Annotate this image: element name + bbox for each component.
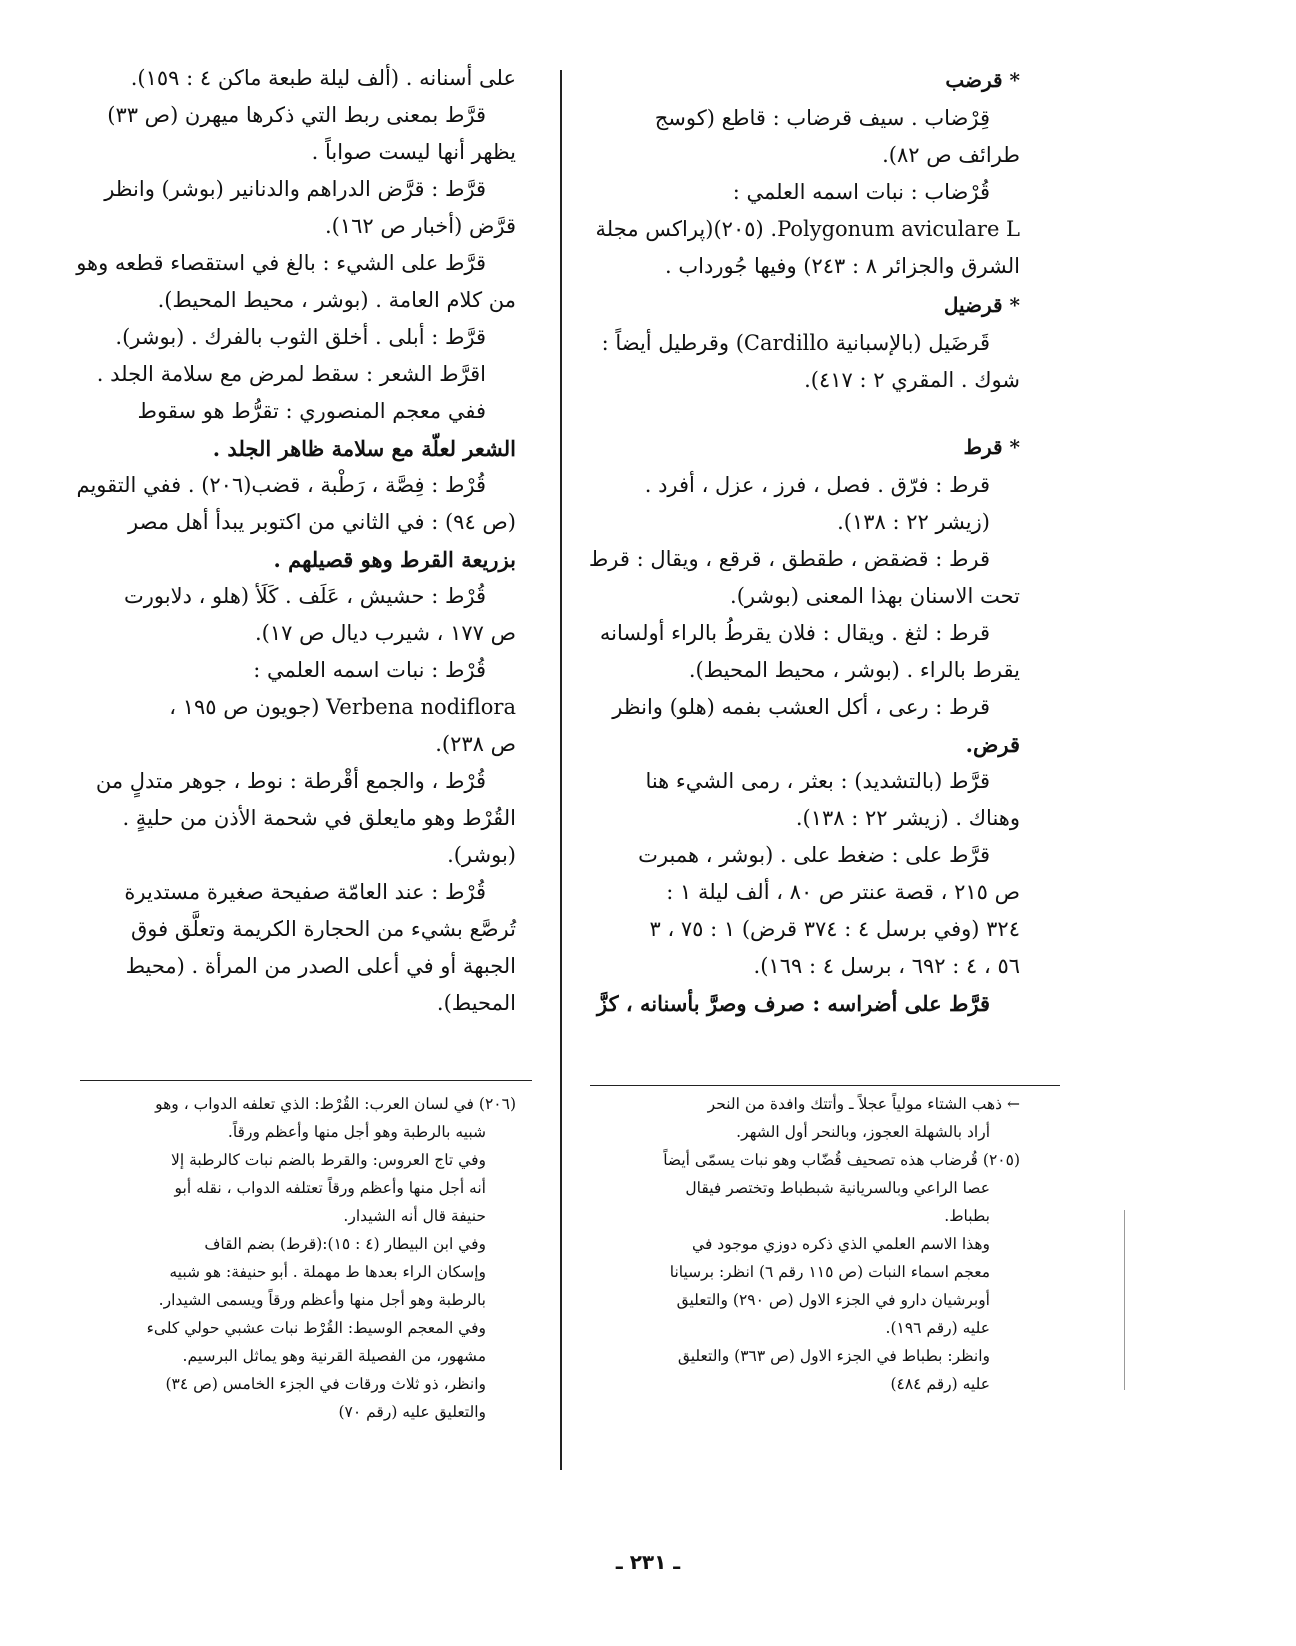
footnote-line: (٢٠٥) قُرضاب هذه تصحيف قُضّاب وهو نبات يسمّى أيضاً [663,1151,1020,1169]
entry-line: (زيشر ٢٢ : ١٣٨). [837,510,990,534]
entry-line: الجبهة أو في أعلى الصدر من المرأة . (محيط [125,954,516,978]
entry-line: * قرط [963,435,1020,459]
entry-line: قُرْط : عند العامّة صفيحة صغيرة مستديرة [124,880,486,904]
entry-line: (ص ٩٤) : في الثاني من اكتوبر يبدأ أهل مصر [128,510,516,534]
footnote-line: شبيه بالرطبة وهو أجل منها وأعظم ورقاً. [227,1123,486,1141]
entry-line: قرط : قضقض ، طقطق ، قرقع ، ويقال : قرط [588,547,990,571]
entry-line: قَرضَيل (بالإسبانية Cardillo) وقرطيل أيضاً : [601,331,990,355]
entry-line: المحيط). [436,991,516,1015]
entry-line: ٥٦ ، ٤ : ٦٩٢ ، برسل ٤ : ١٦٩). [753,954,1020,978]
entry-line: قُرْط ، والجمع أقْرطة : نوط ، جوهر متدلٍ من [95,769,486,793]
entry-line: قرَّط على أضراسه : صرف وصرَّ بأسنانه ، كزَّ [596,991,990,1016]
entry-line: على أسنانه . (ألف ليلة طبعة ماكن ٤ : ١٥٩). [130,66,516,90]
entry-line: قُرْط : حشيش ، عَلَف . كَلَأ (هلو ، دلابورت [123,584,486,608]
footnote-line: عليه (رقم ٤٨٤) [890,1375,990,1393]
footnotes-left [76,1090,516,1426]
entry-line: قرَّط بمعنى ربط التي ذكرها ميهرن (ص ٣٣) [107,103,486,127]
entry-line: Polygonum aviculare L. (٢٠٥)(پراكس مجلة [595,217,1020,241]
entry-line: قرَّض (أخبار ص ١٦٢). [324,214,516,238]
entry-line: الشعر لعلّة مع سلامة ظاهر الجلد . [212,436,516,461]
entry-line: قِرْضاب . سيف قرضاب : قاطع (كوسج [654,106,990,130]
footnote-line: ← ذهب الشتاء مولياً عجلاً ـ وأتتك وافدة من النحر [707,1095,1020,1113]
footnotes-right [580,1090,1020,1398]
entry-line: يظهر أنها ليست صواباً . [311,140,516,164]
footnote-line: معجم اسماء النبات (ص ١١٥ رقم ٦) انظر: برسيانا [669,1263,990,1281]
footnote-line: أوبرشيان دارو في الجزء الاول (ص ٢٩٠) والتعليق [676,1291,990,1309]
entry-line: * قرضب [945,68,1020,92]
footnote-line: بطباط. [944,1207,990,1225]
entry-line: يقرط بالراء . (بوشر ، محيط المحيط). [688,658,1020,682]
entry-line: اقرَّط الشعر : سقط لمرض مع سلامة الجلد . [96,362,486,386]
footnote-line: وفي ابن البيطار (٤ : ١٥):(قرط) بضم القاف [204,1235,486,1253]
entry-line: قُرْط : نبات اسمه العلمي : [253,658,486,682]
column-divider [560,70,562,1470]
entry-line: قرط : لثغ . ويقال : فلان يقرطُ بالراء أولسانه [599,621,990,645]
scan-artifact-line [1124,1210,1125,1390]
entry-line: قرَّط على الشيء : بالغ في استقصاء قطعه وهو [76,251,486,275]
entry-line: قُرْضاب : نبات اسمه العلمي : [732,180,990,204]
entry-line: ففي معجم المنصوري : تقرُّط هو سقوط [137,399,486,423]
entry-line: من كلام العامة . (بوشر ، محيط المحيط). [157,288,516,312]
entry-line: قرَّط : أبلى . أخلق الثوب بالفرك . (بوشر). [115,325,486,349]
entry-line: قرَّط على : ضغط على . (بوشر ، همبرت [638,843,990,867]
footnote-line: أنه أجل منها وأعظم ورقاً تعتلفه الدواب ، نقله أبو [174,1179,486,1197]
footnote-line: وهذا الاسم العلمي الذي ذكره دوزي موجود في [692,1235,990,1253]
footnote-line: حنيفة قال أنه الشيدار. [343,1207,486,1225]
entry-line: شوك . المقري ٢ : ٤١٧). [804,368,1020,392]
footnote-rule-right [590,1085,1060,1086]
footnote-line: وفي المعجم الوسيط: القُرْط نبات عشبي حولي كلىء [146,1319,486,1337]
entry-line: قرط : رعى ، أكل العشب بفمه (هلو) وانظر [612,695,990,719]
footnote-line: والتعليق عليه (رقم ٧٠) [338,1403,486,1421]
entry-line: تحت الاسنان بهذا المعنى (بوشر). [730,584,1020,608]
footnote-line: وفي تاج العروس: والقرط بالضم نبات كالرطبة إلا [171,1151,486,1169]
entry-line: قرَّط (بالتشديد) : بعثر ، رمى الشيء هنا [645,769,990,793]
entry-line: ٣٢٤ (وفي برسل ٤ : ٣٧٤ قرض) ١ : ٧٥ ، ٣ [649,917,1020,941]
page-number: ـ ٢٣١ ـ [615,1550,681,1574]
right-column [580,60,1020,1022]
footnote-rule-left [80,1080,532,1081]
entry-line: طرائف ص ٨٢). [882,143,1020,167]
footnote-line: مشهور، من الفصيلة القرنية وهو يماثل البرسيم. [182,1347,486,1365]
left-column [76,60,516,1022]
entry-line: قرض. [965,732,1020,757]
entry-line: قُرْط : فِصَّة ، رَطْبة ، قضب(٢٠٦) . ففي التقويم [76,473,486,497]
footnote-line: أراد بالشهلة العجوز، وبالنحر أول الشهر. [736,1123,990,1141]
entry-line: ص ٢١٥ ، قصة عنتر ص ٨٠ ، ألف ليلة ١ : [666,880,1020,904]
entry-line: وهناك . (زيشر ٢٢ : ١٣٨). [795,806,1020,830]
entry-line: بزريعة القرط وهو قصيلهم . [273,547,516,572]
entry-line: (بوشر). [447,843,516,867]
entry-line: تُرصَّع بشيء من الحجارة الكريمة وتعلَّق فوق [131,917,516,941]
footnote-line: بالرطبة وهو أجل منها وأعظم ورقاً ويسمى الشيدار. [158,1291,486,1309]
entry-line: الشرق والجزائر ٨ : ٢٤٣) وفيها جُورداب . [665,254,1020,278]
entry-line: قرَّط : قرَّض الدراهم والدنانير (بوشر) وانظر [104,177,486,201]
footnote-line: (٢٠٦) في لسان العرب: القُرْط: الذي تعلفه الدواب ، وهو [155,1095,516,1113]
entry-line: ص ١٧٧ ، شيرب ديال ص ١٧). [254,621,516,645]
entry-line: قرط : فرّق . فصل ، فرز ، عزل ، أفرد . [644,473,990,497]
entry-line: Verbena nodiflora (جويون ص ١٩٥ ، [169,695,516,719]
footnote-line: وإسكان الراء بعدها ط مهملة . أبو حنيفة: هو شبيه [169,1263,486,1281]
footnote-line: وانظر، ذو ثلاث ورقات في الجزء الخامس (ص ٣٤) [165,1375,486,1393]
entry-line: القُرْط وهو مايعلق في شحمة الأذن من حليةٍ . [122,806,516,830]
entry-line: * قرضيل [943,293,1020,317]
footnote-line: عصا الراعي وبالسريانية شبطباط وتختصر فيقال [685,1179,990,1197]
entry-line [580,399,1020,427]
footnote-line: عليه (رقم ١٩٦). [885,1319,990,1337]
entry-line: ص ٢٣٨). [435,732,516,756]
footnote-line: وانظر: بطباط في الجزء الاول (ص ٣٦٣) والتعليق [677,1347,990,1365]
